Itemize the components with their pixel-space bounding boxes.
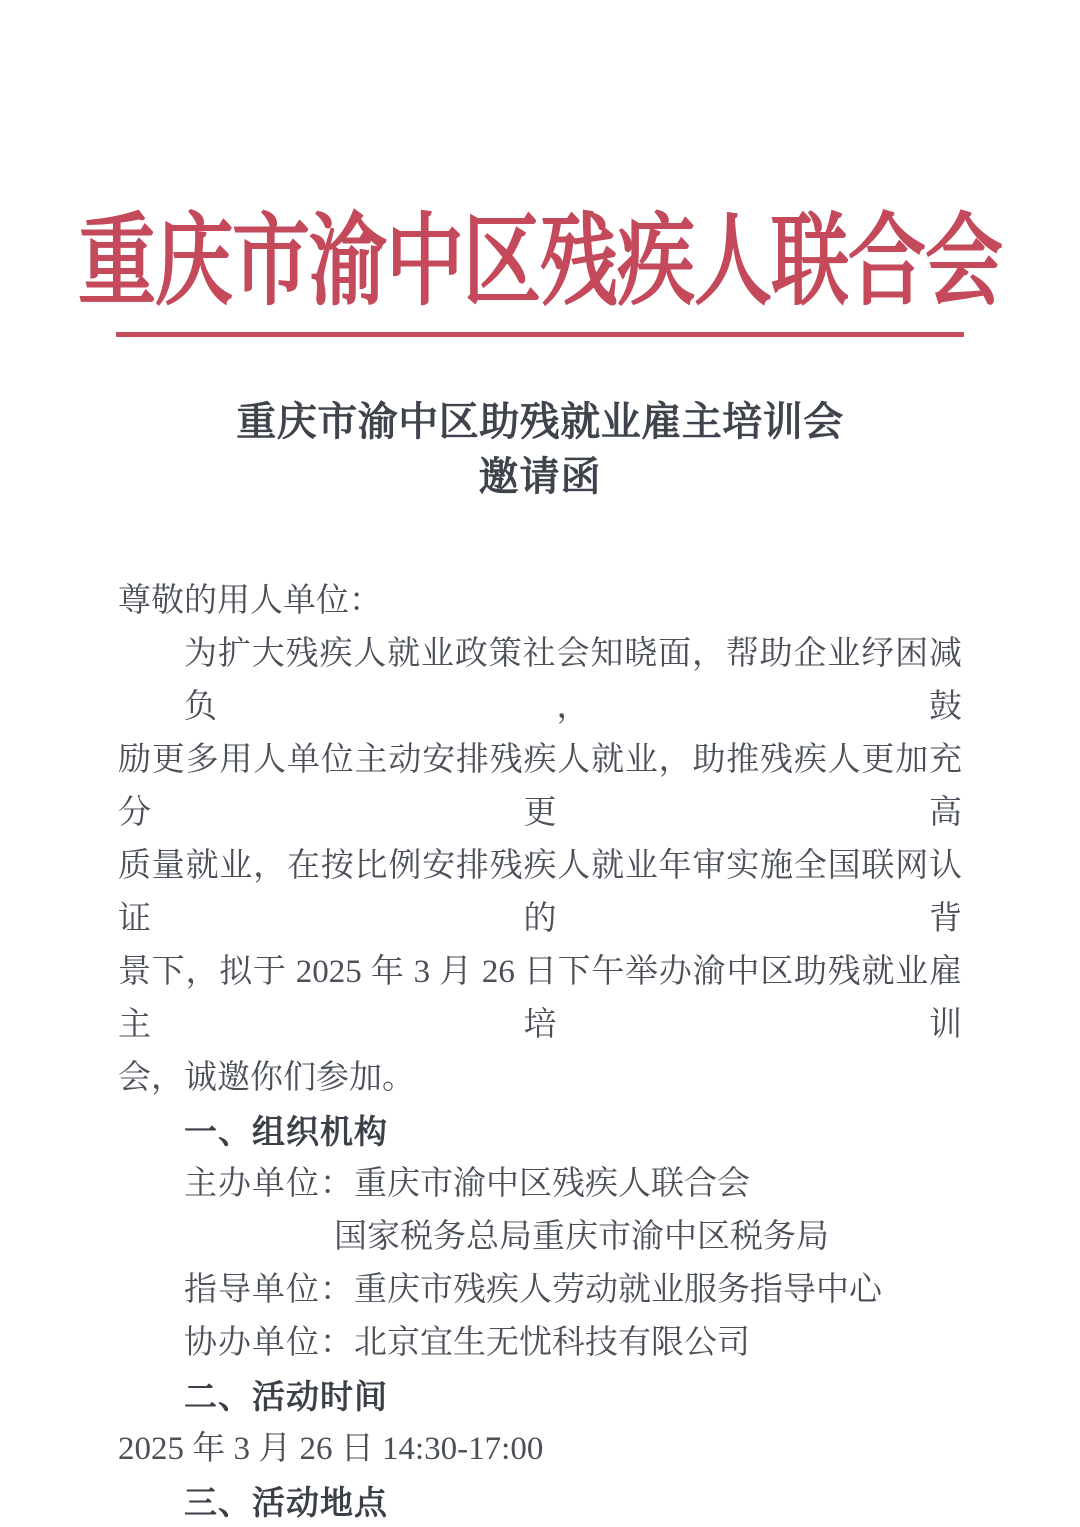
salutation: 尊敬的用人单位： bbox=[118, 583, 382, 619]
guide-unit-line bbox=[118, 1264, 962, 1317]
paragraph-line-2: 励更多用人单位主动安排残疾人就业，助推残疾人更加充分更高 bbox=[118, 742, 962, 831]
document-body bbox=[118, 575, 962, 1527]
host-unit-1: 重庆市渝中区残疾人联合会 bbox=[354, 1166, 750, 1202]
letterhead bbox=[0, 0, 1080, 337]
partner-unit-line bbox=[118, 1317, 962, 1370]
partner-unit-label: 协办单位： bbox=[184, 1325, 354, 1361]
paragraph-line-4: 景下，拟于 2025 年 3 月 26 日下午举办渝中区助残就业雇主培训 bbox=[118, 954, 962, 1043]
partner-unit-value: 北京宜生无忧科技有限公司 bbox=[354, 1325, 750, 1361]
guide-unit-value: 重庆市残疾人劳动就业服务指导中心 bbox=[354, 1272, 882, 1308]
document-subtitle: 邀请函 bbox=[478, 454, 602, 499]
host-unit-2: 国家税务总局重庆市渝中区税务局 bbox=[334, 1219, 829, 1255]
section-heading-time: 二、活动时间 bbox=[184, 1378, 388, 1415]
event-time: 2025 年 3 月 26 日 14:30-17:00 bbox=[118, 1431, 544, 1467]
section-heading-organization: 一、组织机构 bbox=[184, 1113, 388, 1150]
paragraph-line-5: 会，诚邀你们参加。 bbox=[118, 1060, 415, 1096]
section-heading-venue: 三、活动地点 bbox=[184, 1484, 388, 1521]
paragraph-line-3: 质量就业，在按比例安排残疾人就业年审实施全国联网认证的背 bbox=[118, 848, 962, 937]
host-units-label: 主办单位： bbox=[184, 1166, 354, 1202]
document-title: 重庆市渝中区助残就业雇主培训会 bbox=[236, 399, 844, 444]
host-units-line bbox=[118, 1158, 962, 1211]
title-block bbox=[0, 395, 1080, 505]
paragraph-line-1: 为扩大残疾人就业政策社会知晓面，帮助企业纾困减负，鼓 bbox=[184, 636, 962, 725]
letterhead-org-name: 重庆市渝中区残疾人联合会 bbox=[77, 205, 1002, 318]
guide-unit-label: 指导单位： bbox=[184, 1272, 354, 1308]
